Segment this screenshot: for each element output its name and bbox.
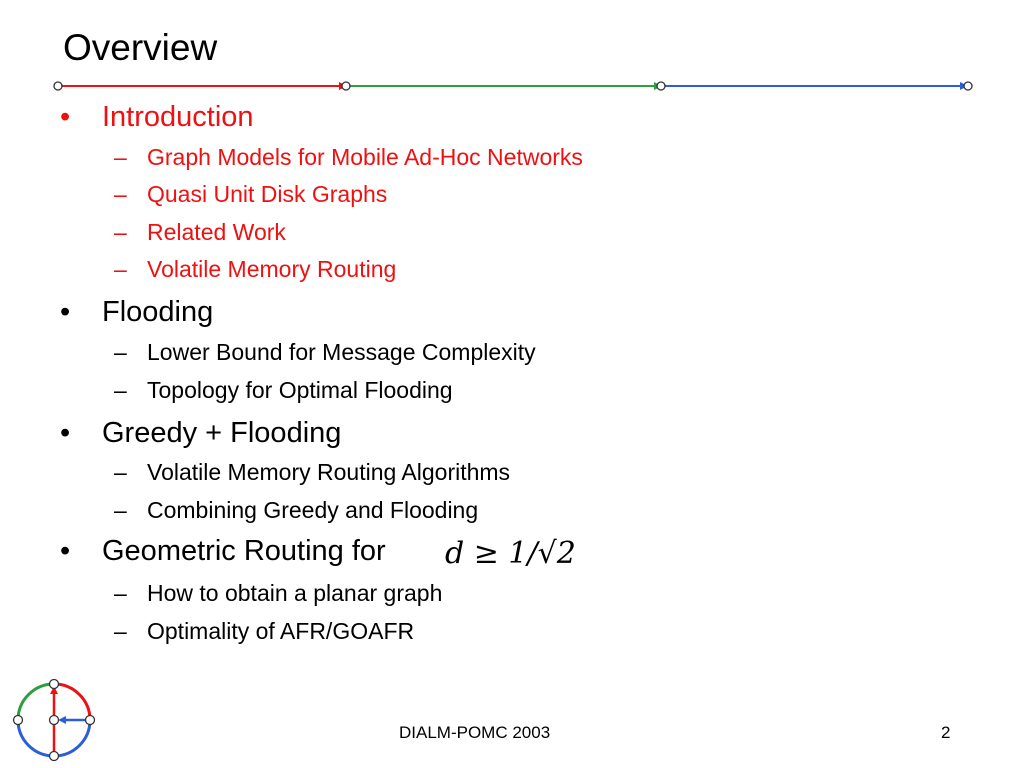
logo-node xyxy=(50,680,59,689)
logo-arc-blue-right xyxy=(54,720,90,756)
bullet-icon: • xyxy=(60,535,71,567)
dash-icon: – xyxy=(114,377,127,403)
outline-subitem-label: Combining Greedy and Flooding xyxy=(147,497,479,523)
outline-subitem-label: Volatile Memory Routing Algorithms xyxy=(147,459,511,485)
conference-logo-icon xyxy=(10,676,100,768)
outline-subitem-label: Graph Models for Mobile Ad-Hoc Networks xyxy=(147,144,583,170)
dash-icon: – xyxy=(114,618,127,644)
outline-subitem-label: How to obtain a planar graph xyxy=(147,580,443,606)
math-formula xyxy=(445,527,625,577)
outline-subitem-label: Quasi Unit Disk Graphs xyxy=(147,181,388,207)
footer-page-number: 2 xyxy=(941,723,951,742)
footer-conference: DIALM-POMC 2003 xyxy=(399,723,551,742)
slide-title: Overview xyxy=(63,27,218,68)
logo-node xyxy=(50,716,59,725)
dash-icon: – xyxy=(114,256,127,282)
bullet-icon: • xyxy=(60,101,71,133)
title-divider-graph xyxy=(0,70,1024,102)
dash-icon: – xyxy=(114,497,127,523)
dash-icon: – xyxy=(114,144,127,170)
dash-icon: – xyxy=(114,580,127,606)
logo-node xyxy=(50,752,59,761)
logo-arrowhead-blue xyxy=(58,716,66,724)
outline-subitem-label: Lower Bound for Message Complexity xyxy=(147,339,536,365)
dash-icon: – xyxy=(114,181,127,207)
logo-arc-red xyxy=(54,684,90,720)
divider-node xyxy=(657,82,665,90)
outline-subitem-label: Related Work xyxy=(147,219,286,245)
outline-item-label: Greedy + Flooding xyxy=(102,417,342,449)
logo-node xyxy=(86,716,95,725)
math-formula-text: d ≥ 1/√2 xyxy=(445,536,576,571)
bullet-icon: • xyxy=(60,296,71,328)
outline-item-label: Introduction xyxy=(102,101,254,133)
dash-icon: – xyxy=(114,219,127,245)
divider-node xyxy=(964,82,972,90)
outline-subitem-label: Volatile Memory Routing xyxy=(147,256,397,282)
logo-node xyxy=(14,716,23,725)
outline-subitem-label: Optimality of AFR/GOAFR xyxy=(147,618,415,644)
outline-subitem-label: Topology for Optimal Flooding xyxy=(147,377,453,403)
dash-icon: – xyxy=(114,459,127,485)
logo-arc-green xyxy=(18,684,54,720)
divider-node xyxy=(54,82,62,90)
dash-icon: – xyxy=(114,339,127,365)
outline-item-label: Flooding xyxy=(102,296,214,328)
divider-node xyxy=(342,82,350,90)
logo-arc-blue-left xyxy=(18,720,54,756)
outline-item-label: Geometric Routing for xyxy=(102,535,386,567)
bullet-icon: • xyxy=(60,417,71,449)
